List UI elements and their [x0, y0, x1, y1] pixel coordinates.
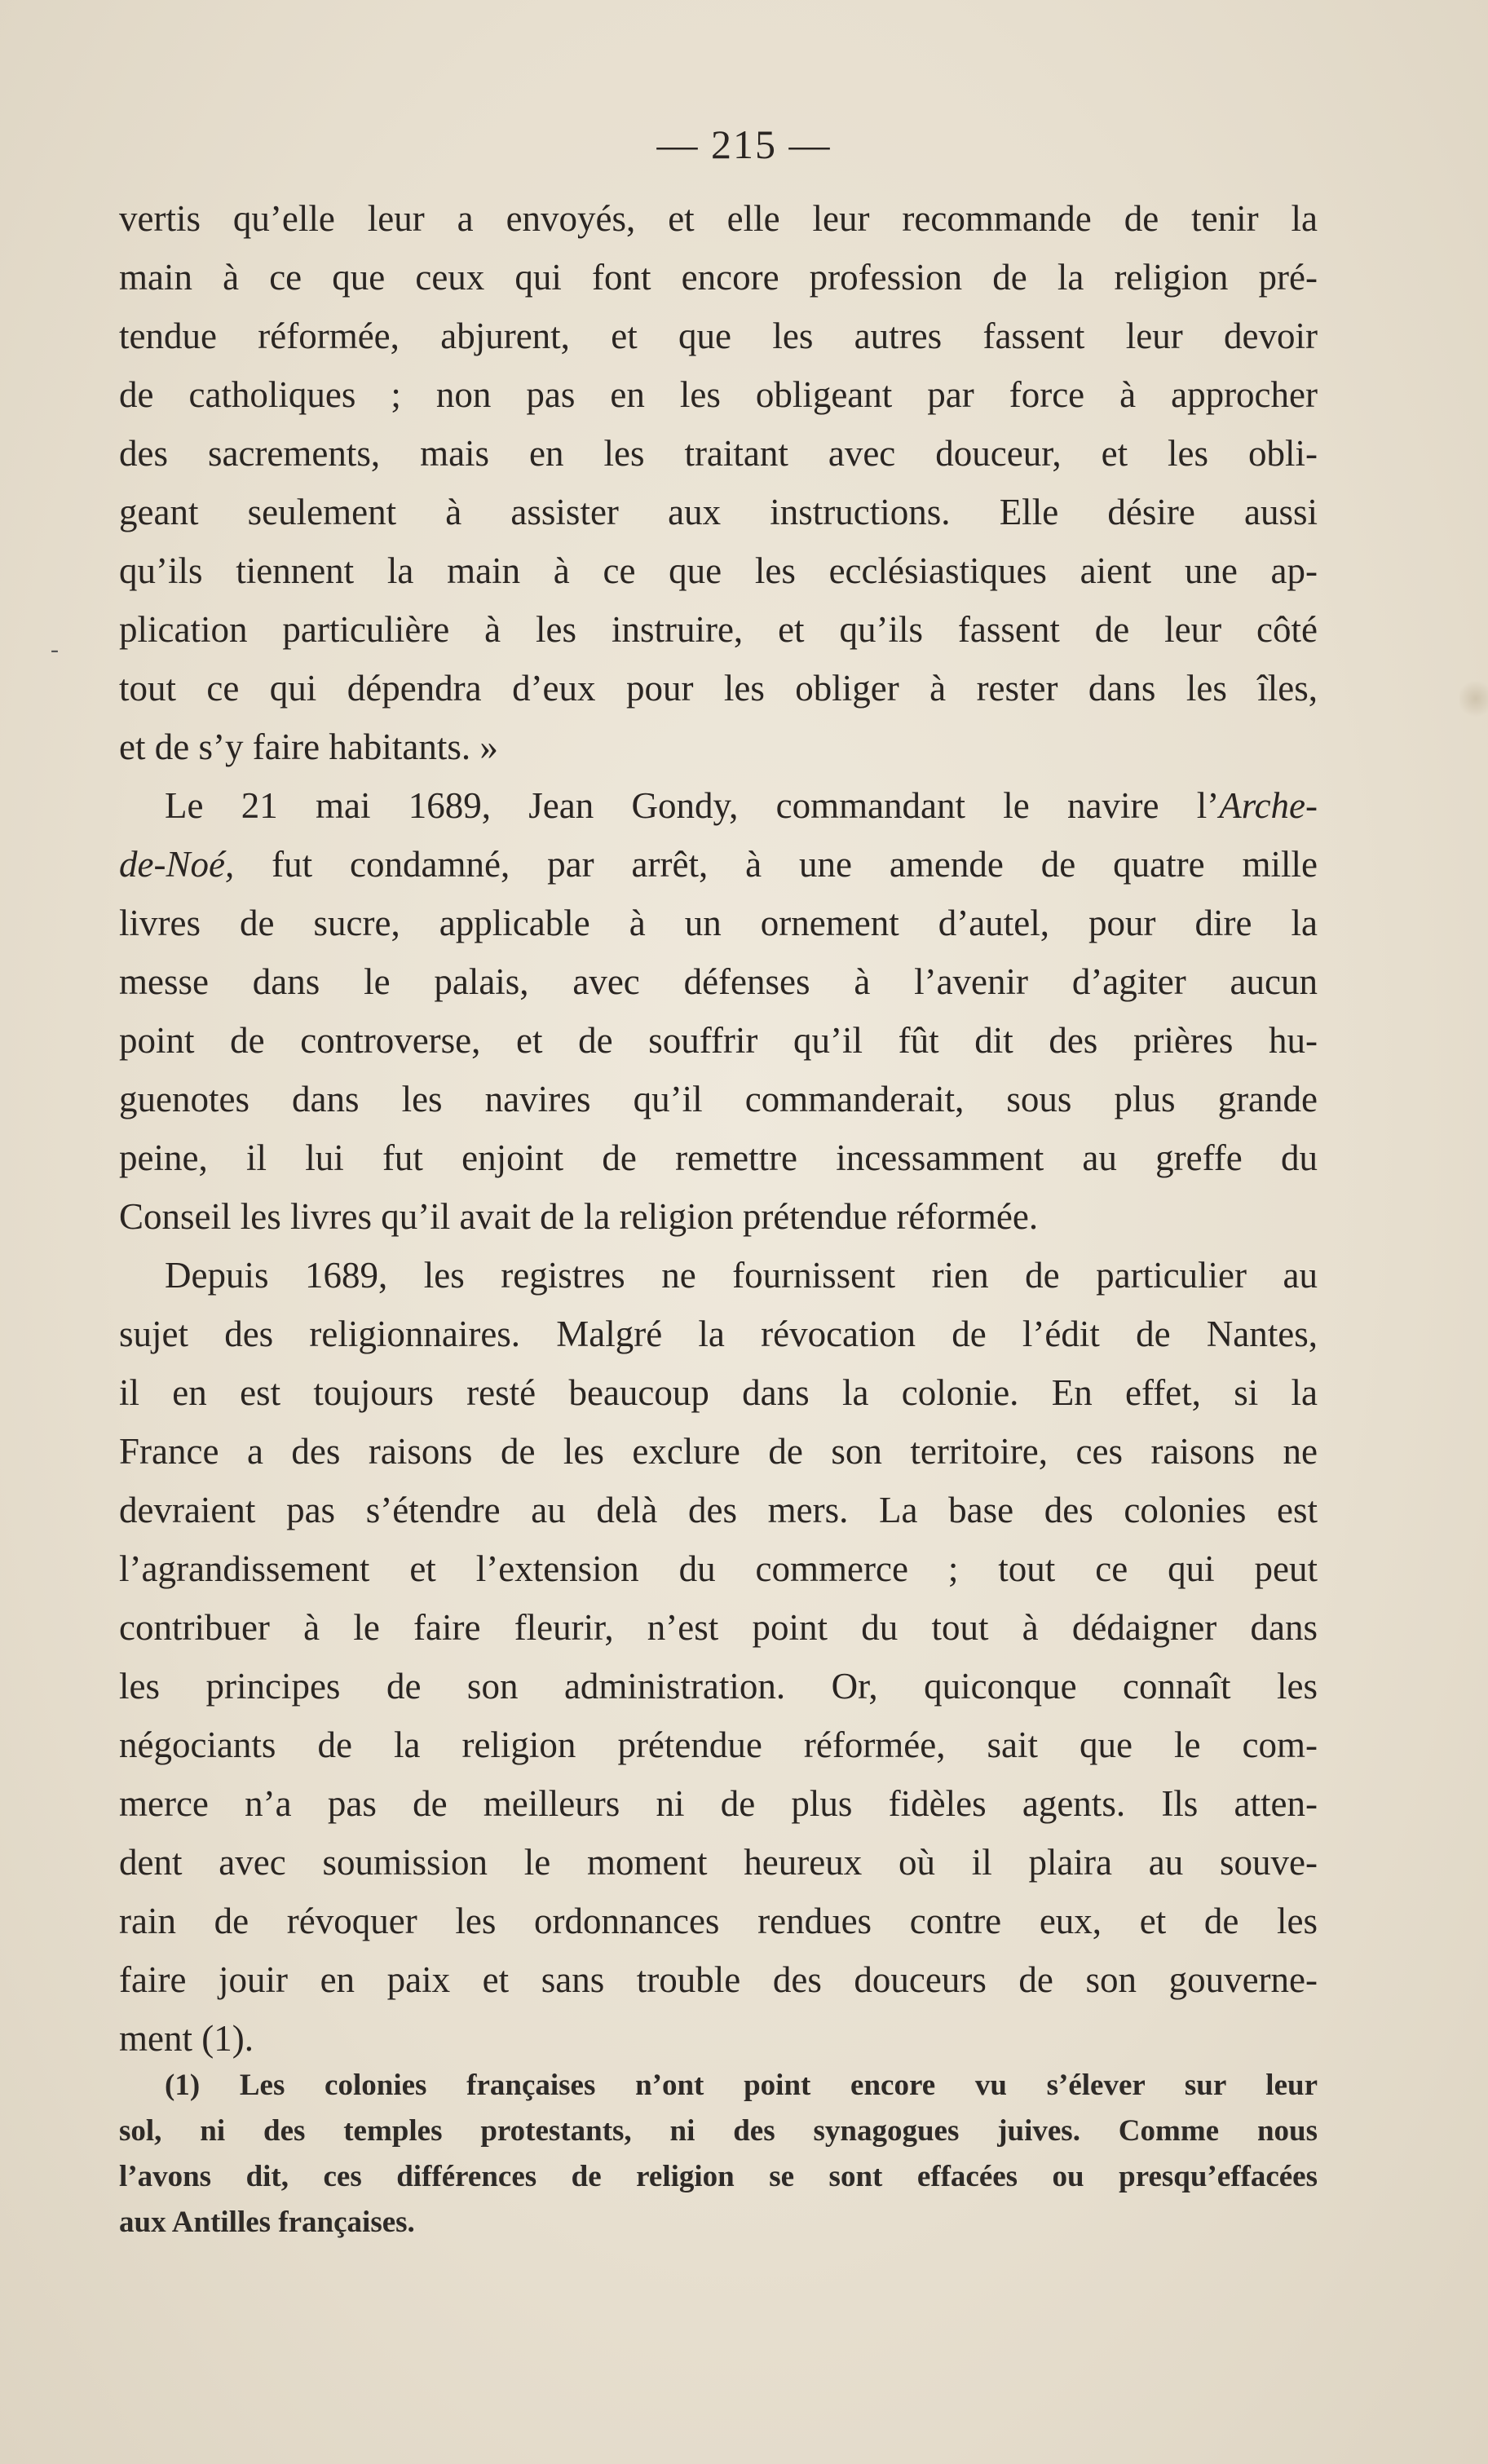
text-line: des sacrements, mais en les traitant avec douceur, et les obli- [119, 433, 1318, 474]
text-line: il en est toujours resté beaucoup dans la colonie. En effet, si la [119, 1372, 1318, 1413]
text-line: tout ce qui dépendra d’eux pour les obliger à rester dans les îles, [119, 668, 1318, 709]
footnote-line: aux Antilles françaises. [119, 2206, 415, 2239]
text-line: France a des raisons de les exclure de son territoire, ces raisons ne [119, 1431, 1318, 1472]
text-line [119, 835, 1318, 894]
text-line: guenotes dans les navires qu’il commanderait, sous plus grande [119, 1079, 1318, 1119]
text-line: peine, il lui fut enjoint de remettre incessamment au greffe du [119, 1137, 1318, 1178]
text-line: point de controverse, et de souffrir qu’il fût dit des prières hu- [119, 1020, 1318, 1061]
text-line: les principes de son administration. Or, quiconque connaît les [119, 1666, 1318, 1707]
text-segment: Le 21 mai 1689, Jean Gondy, commandant le navire l’ [165, 785, 1220, 826]
text-line: et de s’y faire habitants. » [119, 726, 498, 767]
text-line: plication particulière à les instruire, et qu’ils fassent de leur côté [119, 609, 1318, 650]
footnote-line: (1) Les colonies françaises n’ont point encore vu s’élever sur leur [165, 2069, 1318, 2102]
page-number: — 215 — [656, 121, 832, 167]
text-line: faire jouir en paix et sans trouble des douceurs de son gouverne- [119, 1959, 1318, 2000]
text-line: tendue réformée, abjurent, et que les autres fassent leur devoir [119, 316, 1318, 356]
text-segment: fut condamné, par arrêt, à une amende de quatre mille [234, 844, 1318, 885]
margin-mark: - [51, 636, 59, 663]
ship-name: de-Noé, [119, 844, 235, 885]
text-line: Depuis 1689, les registres ne fournissent rien de particulier au [165, 1255, 1318, 1296]
text-line: geant seulement à assister aux instructions. Elle désire aussi [119, 492, 1318, 532]
text-line: messe dans le palais, avec défenses à l’avenir d’agiter aucun [119, 961, 1318, 1002]
text-line: livres de sucre, applicable à un ornement d’autel, pour dire la [119, 903, 1318, 943]
footnote [119, 2063, 1318, 2245]
text-line: l’agrandissement et l’extension du commerce ; tout ce qui peut [119, 1548, 1318, 1589]
text-line: rain de révoquer les ordonnances rendues contre eux, et de les [119, 1901, 1318, 1941]
footnote-line: l’avons dit, ces différences de religion se sont effacées ou presqu’effacées [119, 2160, 1318, 2193]
text-line: Conseil les livres qu’il avait de la religion prétendue réformée. [119, 1196, 1039, 1237]
text-line: ment (1). [119, 2018, 254, 2059]
text-line: merce n’a pas de meilleurs ni de plus fidèles agents. Ils atten- [119, 1783, 1318, 1824]
text-line: dent avec soumission le moment heureux où il plaira au souve- [119, 1842, 1318, 1883]
text-line: contribuer à le faire fleurir, n’est point du tout à dédaigner dans [119, 1607, 1318, 1648]
paper-stain [1459, 678, 1488, 719]
text-line: négociants de la religion prétendue réformée, sait que le com- [119, 1724, 1318, 1765]
paragraph-3 [119, 1246, 1318, 2068]
paragraph-1 [119, 189, 1318, 776]
text-line: devraient pas s’étendre au delà des mers. La base des colonies est [119, 1490, 1318, 1530]
ship-name: Arche- [1219, 785, 1318, 826]
text-line: vertis qu’elle leur a envoyés, et elle leur recommande de tenir la [119, 198, 1318, 239]
text-line: sujet des religionnaires. Malgré la révocation de l’édit de Nantes, [119, 1314, 1318, 1354]
body-text [119, 189, 1318, 2068]
text-line: de catholiques ; non pas en les obligeant par force à approcher [119, 374, 1318, 415]
text-line [119, 776, 1318, 835]
footnote-line: sol, ni des temples protestants, ni des synagogues juives. Comme nous [119, 2114, 1318, 2148]
paragraph-2 [119, 776, 1318, 1246]
text-line: qu’ils tiennent la main à ce que les ecclésiastiques aient une ap- [119, 550, 1318, 591]
text-line: main à ce que ceux qui font encore profession de la religion pré- [119, 257, 1318, 298]
